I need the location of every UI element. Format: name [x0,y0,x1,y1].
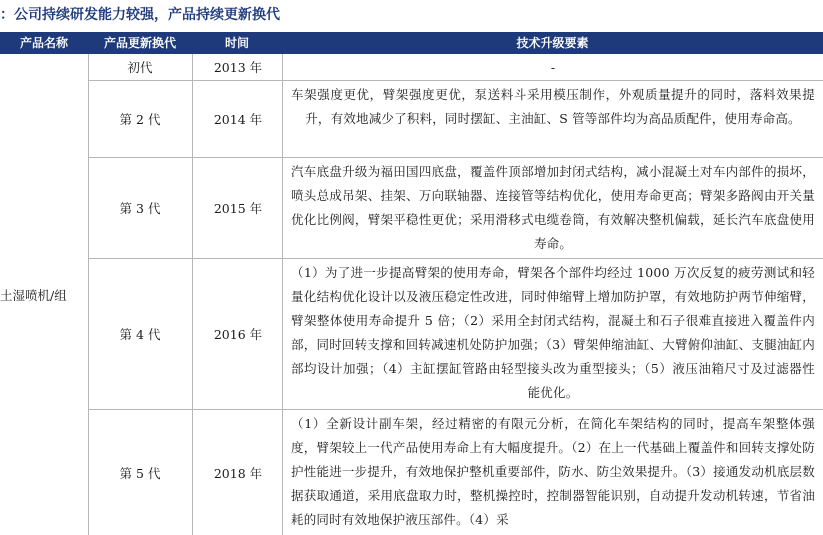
tech-cell: - [282,54,823,80]
tech-cell [282,259,823,409]
time-cell: 2016 年 [192,259,283,409]
table-row [88,259,823,410]
tech-cell [282,81,823,157]
table-row [88,81,823,158]
time-cell: 2013 年 [192,54,283,80]
header-product-name: 产品名称 [19,36,68,50]
table-row [88,410,823,535]
time-cell: 2014 年 [192,81,283,157]
table-row [88,158,823,259]
header-tech: 技术升级要素 [516,36,589,50]
tech-text: （1）全新设计副车架，经过精密的有限元分析，在简化车架结构的同时，提高车架整体强度，臂架较上一代产品使用寿命上有大幅度提升。（2）在上一代基础上覆盖件和回转支撑处防护性能进一步提升，有效地保护整机重要部件，防水、防尘效果提升。（3）接通发动机底层数据获取通道，采用底盘取力时，整机操控时，控制器智能识别，自动提升发动机转速，节省油耗的同时有效地保护液压部件。（4）采 [291,416,815,527]
tech-text: 车架强度更优，臂架强度更优，泵送料斗采用模压制作，外观质量提升的同时，落料效果提升，有效地减少了积料，同时摆缸、主油缸、S 管等部件均为高品质配件，使用寿命高。 [291,87,815,126]
time-cell: 2018 年 [192,410,283,535]
product-name-cell: 土湿喷机/组 [0,287,67,303]
tech-text: （1）为了进一步提高臂架的使用寿命，臂架各个部件均经过 1000 万次反复的疲劳测试和轻量化结构优化设计以及液压稳定性改进，同时伸缩臂上增加防护罩，有效地防护两节伸缩臂，臂架整体使用寿命提升 5 倍；（2）采用全封闭式结构，混凝土和石子很难直接进入覆盖件内部，同时回转支撑和回转减速机处防护加强；（3）臂架伸缩油缸、大臂俯仰油缸、支腿油缸内部均设计加强；（4）主缸摆缸管路由轻型接头改为重型接头；（5）液压油箱尺寸及过滤器性能优化。 [291,265,815,400]
generation-cell: 第 5 代 [119,465,161,481]
header-generation: 产品更新换代 [103,36,176,50]
time-cell: 2015 年 [192,158,283,258]
tech-cell [282,410,823,535]
figure-title: ：公司持续研发能力较强，产品持续更新换代 [0,7,280,23]
generation-cell: 第 4 代 [119,327,161,342]
generation-cell: 第 3 代 [119,201,161,216]
tech-text: 汽车底盘升级为福田国四底盘，覆盖件顶部增加封闭式结构，减小混凝土对车内部件的损坏，喷头总成吊架、挂架、万向联轴器、连接管等结构优化，使用寿命更高；臂架多路阀由开关量优化比例阀，臂架平稳性更优；采用滑移式电缆卷筒，有效解决整机偏载，延长汽车底盘使用寿命。 [291,164,815,251]
table-body [0,54,823,535]
header-time: 时间 [224,36,249,50]
generation-cell: 第 2 代 [119,112,161,127]
generation-cell: 初代 [127,60,153,75]
table-row [88,54,823,81]
tech-cell [282,158,823,258]
table-header [0,32,823,54]
